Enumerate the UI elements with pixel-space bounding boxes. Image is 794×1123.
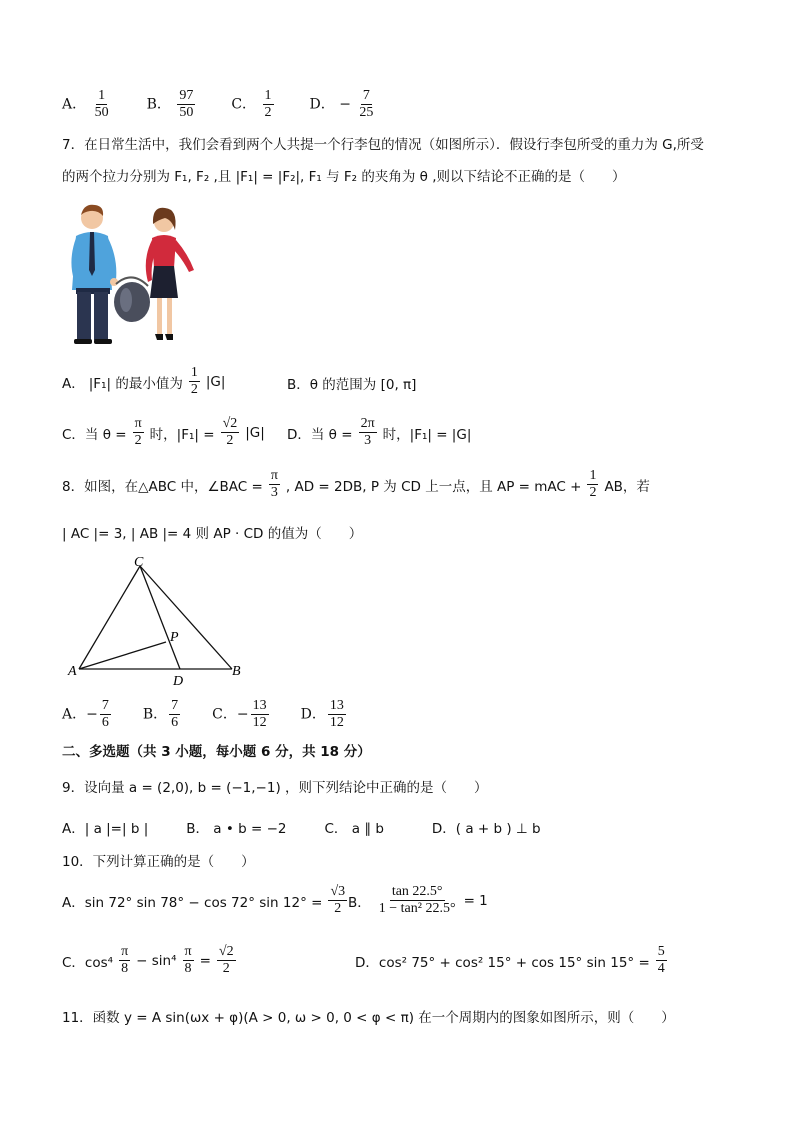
q7-option-a-label: A． [62, 375, 85, 392]
q8-option-d-label: D． [300, 706, 326, 723]
numerator: √2 [222, 416, 238, 431]
denominator: 1 − tan² 22.5° [378, 901, 456, 916]
q10-option-c-fraction3 [217, 944, 236, 977]
q7-stem-line1: 7．在日常生活中，我们会看到两个人共提一个行李包的情况（如图所示）．假设行李包所受的重力为 G,所受 [62, 137, 704, 153]
q8-angle-fraction [269, 468, 280, 501]
q6-option-a [62, 88, 113, 121]
denominator: 2 [134, 433, 142, 448]
denominator: 8 [184, 961, 192, 976]
q8-option-d-value [328, 698, 346, 731]
section-heading-multiple-choice: 二、多选题（共 3 小题，每小题 6 分，共 18 分） [62, 744, 371, 760]
q8-coef-fraction [587, 468, 598, 501]
q8-option-a-label: A． [62, 706, 87, 723]
q8-stem-line1 [62, 468, 650, 501]
q10-option-d [355, 944, 669, 977]
numerator: 13 [252, 698, 267, 713]
q7-option-c-label: C．当 θ = [62, 426, 127, 443]
minus-sign: − [339, 96, 351, 113]
q9-option-b: B． a • b = −2 [186, 821, 287, 837]
q7-option-d-label: D．当 θ = [287, 426, 353, 443]
q8-stem-line2: | AC |= 3, | AB |= 4 则 AP · CD 的值为（ ） [62, 526, 363, 542]
q9-option-a: A．| a |=| b | [62, 821, 149, 837]
sign: − [86, 706, 98, 723]
q7-option-a-tail: |G| [205, 373, 226, 390]
q6-option-b [147, 88, 198, 121]
q6-option-c [231, 88, 275, 121]
q8-option-c-value [251, 698, 269, 731]
numerator: 13 [329, 698, 344, 713]
q7-option-c-tail: |G| [245, 424, 265, 441]
q9-option-d: D．( a + b ) ⊥ b [431, 821, 541, 837]
bag-figure [114, 277, 150, 322]
q7-option-d [287, 416, 471, 449]
label-a: A [68, 664, 77, 679]
q8-option-a [62, 698, 113, 731]
numerator: √3 [330, 884, 346, 899]
numerator: 7 [101, 698, 109, 713]
q9-stem: 9．设向量 a = (2,0), b = (−1,−1) ，则下列结论中正确的是（ ） [62, 780, 488, 796]
numerator: π [134, 416, 142, 431]
denominator: 12 [329, 715, 344, 730]
q10-option-b-tail: = 1 [463, 892, 488, 909]
denominator: 50 [94, 105, 109, 120]
numerator: π [121, 944, 129, 959]
q8-option-b-value [169, 698, 180, 731]
q6-option-c-value [263, 88, 274, 121]
q8-stem-part2: , AD = 2DB, P 为 CD 上一点，且 AP = mAC + [285, 478, 582, 495]
q10-option-a-text: A．sin 72° sin 78° − cos 72° sin 12° = [62, 894, 323, 911]
q7-option-c-fraction1 [133, 416, 144, 449]
denominator: 2 [226, 433, 234, 448]
q10-option-a-fraction [328, 884, 347, 917]
q10-option-c-label: C．cos⁴ [62, 954, 114, 971]
q7-option-a-text: |F₁| 的最小值为 [88, 375, 183, 392]
numerator: 1 [264, 88, 272, 103]
q6-option-c-label: C． [231, 96, 257, 113]
q10-option-a [62, 884, 349, 917]
numerator: 1 [589, 468, 597, 483]
numerator: 7 [171, 698, 179, 713]
numerator: π [184, 944, 192, 959]
q10-option-b [348, 884, 488, 917]
q7-option-a-fraction [189, 365, 200, 398]
q10-option-b-fraction [377, 884, 458, 917]
denominator: 2 [190, 382, 198, 397]
denominator: 2 [222, 961, 230, 976]
equals-sign: = [199, 952, 211, 969]
q8-option-b [143, 698, 182, 731]
q8-triangle-figure [62, 552, 262, 692]
q11-stem: 11．函数 y = A sin(ωx + φ)(A > 0, ω > 0, 0 < φ < π) 在一个周期内的图象如图所示，则（ ） [62, 1010, 675, 1026]
q6-options [62, 88, 377, 121]
denominator: 6 [171, 715, 179, 730]
label-d: D [173, 674, 184, 689]
q9-option-c: C． a ∥ b [324, 821, 384, 837]
q6-option-a-value [93, 88, 111, 121]
q10-option-c-fraction2 [183, 944, 194, 977]
q6-option-b-value [177, 88, 195, 121]
q7-option-c [62, 416, 265, 449]
denominator: 2 [264, 105, 272, 120]
segment-cb [140, 566, 232, 669]
q10-option-b-label: B． [348, 894, 371, 911]
numerator: π [270, 468, 278, 483]
numerator: 7 [362, 88, 370, 103]
numerator: 97 [179, 88, 194, 103]
q7-stem-line2: 的两个拉力分别为 F₁, F₂ ,且 |F₁| = |F₂|, F₁ 与 F₂ 的夹角为 θ ,则以下结论不正确的是（ ） [62, 169, 626, 185]
label-b: B [232, 664, 241, 679]
q7-figure-people-carrying-bag [62, 200, 207, 348]
q8-option-b-label: B． [142, 706, 168, 723]
q10-option-c-fraction1 [119, 944, 130, 977]
numerator: 2π [360, 416, 375, 431]
q10-option-d-text: D．cos² 75° + cos² 15° + cos 15° sin 15° = [355, 954, 650, 971]
numerator: √2 [218, 944, 234, 959]
sign: − [236, 706, 249, 723]
denominator: 3 [364, 433, 372, 448]
q8-option-d [301, 698, 348, 731]
denominator: 50 [179, 105, 194, 120]
denominator: 4 [657, 961, 665, 976]
denominator: 6 [101, 715, 109, 730]
q7-option-c-fraction2 [221, 416, 240, 449]
denominator: 3 [270, 485, 278, 500]
q10-option-d-fraction [656, 944, 667, 977]
q6-option-d-value [357, 88, 375, 121]
denominator: 2 [589, 485, 597, 500]
denominator: 12 [252, 715, 267, 730]
label-p: P [170, 630, 179, 645]
label-c: C [134, 555, 144, 570]
segment-cd [140, 566, 180, 669]
q10-option-c [62, 944, 238, 977]
q8-stem-part3: AB，若 [604, 478, 650, 495]
woman-figure [146, 208, 194, 340]
q9-options [62, 817, 541, 837]
q10-option-c-mid: − sin⁴ [136, 952, 177, 969]
denominator: 8 [121, 961, 129, 976]
numerator: 5 [657, 944, 665, 959]
denominator: 2 [334, 901, 342, 916]
q6-option-d [310, 88, 378, 121]
denominator: 25 [359, 105, 374, 120]
q7-option-d-tail: 时，|F₁| = |G| [382, 426, 472, 443]
q7-option-c-mid: 时，|F₁| = [149, 426, 215, 443]
q8-option-a-value [100, 698, 111, 731]
q7-option-a [62, 365, 225, 398]
numerator: tan 22.5° [391, 884, 443, 899]
q8-stem-part1: 8．如图，在△ABC 中，∠BAC = [62, 478, 263, 495]
q6-option-a-label: A． [62, 96, 87, 113]
q10-stem: 10．下列计算正确的是（ ） [62, 854, 255, 870]
numerator: 1 [190, 365, 198, 380]
q8-option-c [212, 698, 270, 731]
man-figure [71, 205, 118, 344]
q8-option-c-label: C． [212, 706, 237, 723]
q7-option-b: B．θ 的范围为 [0, π] [287, 377, 417, 393]
q8-options [62, 698, 348, 731]
numerator: 1 [98, 88, 106, 103]
q7-option-d-fraction [359, 416, 377, 449]
q6-option-b-label: B． [146, 96, 171, 113]
q6-option-d-label: D． [309, 96, 335, 113]
